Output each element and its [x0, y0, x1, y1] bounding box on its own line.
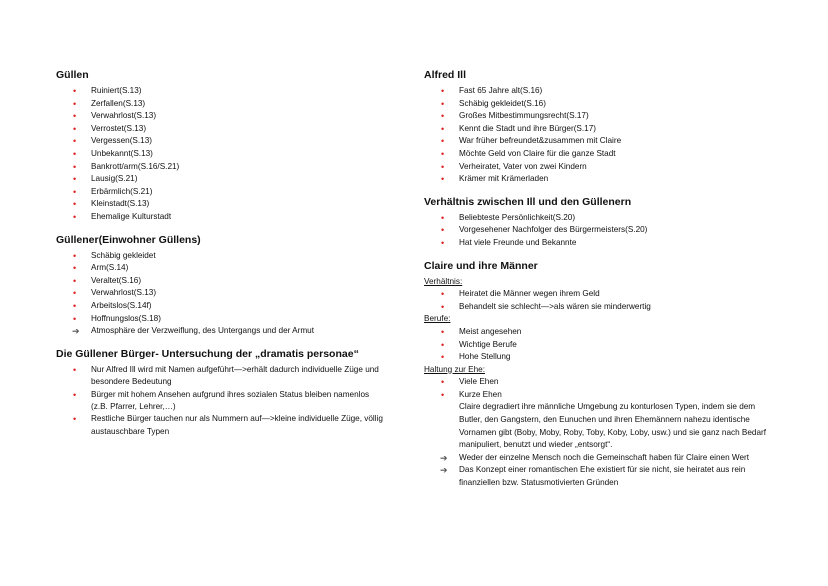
subheading-berufe: Berufe:: [424, 314, 451, 324]
heading-einwohner: Güllener(Einwohner Güllens): [56, 233, 201, 246]
bullet-icon: •: [441, 161, 445, 172]
list-item: • Verwahrlost(S.13): [73, 111, 157, 122]
list-item: • Wichtige Berufe: [441, 339, 517, 350]
list-item: • Nur Alfred Ill wird mit Namen aufgeführt—>erhält dadurch individuelle Züge und besondere Bedeutung: [73, 364, 379, 387]
claire-paragraph: Claire degradiert ihre männliche Umgebung zu konturlosen Typen, indem sie dem Butler, den Gangstern, den Eunuchen und ihren Ehemännern nahezu identische Vornamen gibt (Boby, Moby, Roby, Toby, Koby, Loby, usw.) und sie ganz nach Bedarf manipuliert, benutzt und wieder „entsorgt“.: [459, 402, 767, 450]
list-item: • Hoffnungslos(S.18): [73, 313, 161, 324]
bullet-icon: •: [441, 352, 445, 363]
bullet-icon: •: [441, 86, 445, 96]
list-item: • Vergessen(S.13): [73, 136, 152, 147]
list-item: • Kennt die Stadt und ihre Bürger(S.17): [441, 123, 596, 134]
section-alfred: [424, 69, 774, 186]
section-einwohner: [56, 234, 386, 338]
bullet-icon: •: [73, 86, 77, 96]
list-item: ➔ Weder der einzelne Mensch noch die Gemeinschaft haben für Claire einen Wert: [440, 452, 750, 463]
list-item: • Lausig(S.21): [73, 174, 138, 185]
list-item: • Beliebteste Persönlichkeit(S.20): [441, 212, 576, 223]
heading-alfred: Alfred Ill: [424, 69, 467, 81]
bullet-icon: •: [73, 263, 77, 274]
list-item: • Ruiniert(S.13): [73, 86, 142, 96]
list-item: • Fast 65 Jahre alt(S.16): [441, 86, 543, 96]
list-item: • Bankrott/arm(S.16/S.21): [73, 161, 180, 172]
bullet-icon: •: [441, 301, 445, 312]
list-item: • Schäbig gekleidet: [73, 250, 156, 261]
bullet-icon: •: [73, 364, 77, 375]
bullet-icon: •: [73, 199, 77, 210]
heading-claire: Claire und ihre Männer: [424, 259, 538, 272]
list-buerger: [56, 364, 386, 438]
arrow-right-icon: ➔: [440, 465, 448, 476]
bullet-icon: •: [441, 326, 445, 337]
bullet-icon: •: [441, 148, 445, 159]
bullet-icon: •: [441, 174, 445, 185]
list-item: • Meist angesehen: [441, 326, 522, 337]
section-buerger: [56, 348, 386, 438]
list-item: • Behandelt sie schlecht—>als wären sie minderwertig: [441, 301, 651, 312]
section-verhaeltnis: [424, 196, 774, 250]
bullet-icon: •: [441, 98, 445, 109]
bullet-icon: •: [73, 136, 77, 147]
bullet-icon: •: [73, 123, 77, 134]
bullet-icon: •: [73, 148, 77, 159]
list-item: • Ehemalige Kulturstadt: [73, 211, 172, 222]
bullet-icon: •: [73, 186, 77, 197]
list-claire-haltung: [424, 376, 774, 489]
subheading-haltung: Haltung zur Ehe:: [424, 364, 485, 374]
list-item: • Verrostet(S.13): [73, 123, 147, 134]
bullet-icon: •: [441, 136, 445, 147]
arrow-right-icon: ➔: [72, 326, 80, 337]
bullet-icon: •: [73, 174, 77, 185]
list-item: • Vorgesehener Nachfolger des Bürgermeisters(S.20): [441, 225, 648, 236]
bullet-icon: •: [441, 225, 445, 236]
list-item: • Großes Mitbestimmungsrecht(S.17): [441, 111, 589, 122]
list-item: • Möchte Geld von Claire für die ganze Stadt: [441, 148, 616, 159]
bullet-icon: •: [73, 98, 77, 109]
list-item: • Viele Ehen: [441, 377, 499, 388]
list-item: • Veraltet(S.16): [73, 275, 142, 286]
list-verhaeltnis: [424, 212, 774, 250]
list-item: ➔ Das Konzept einer romantischen Ehe existiert für sie nicht, sie heiratet aus rein finanziellen bzw. Statusmotivierten Gründen: [440, 465, 746, 488]
list-item: • Kurze Ehen Claire degradiert ihre männliche Umgebung zu konturlosen Typen, indem sie dem Butler, den Gangstern, den Eunuchen und ihren Ehemännern nahezu identische Vornamen gibt (Boby, Moby, Roby, Toby, Koby, Loby, usw.) und sie ganz nach Bedarf manipuliert, benutzt und wieder „entsorgt“.: [424, 389, 774, 452]
section-guellen: [56, 69, 386, 224]
bullet-icon: •: [441, 289, 445, 300]
bullet-icon: •: [441, 123, 445, 134]
bullet-icon: •: [73, 111, 77, 122]
list-item: • Hohe Stellung: [441, 352, 511, 363]
bullet-icon: •: [73, 250, 77, 261]
bullet-icon: •: [73, 389, 77, 400]
bullet-icon: •: [73, 275, 77, 286]
bullet-icon: •: [441, 212, 445, 223]
list-item: • Schäbig gekleidet(S.16): [441, 98, 546, 109]
list-item: • Bürger mit hohem Ansehen aufgrund ihres sozialen Status bleiben namenlos (z.B. Pfarrer, Lehrer,…): [73, 389, 370, 411]
bullet-icon: •: [441, 111, 445, 122]
heading-guellen: Güllen: [56, 69, 89, 81]
heading-buerger: Die Güllener Bürger- Untersuchung der „dramatis personae“: [56, 347, 359, 360]
bullet-icon: •: [73, 161, 77, 172]
bullet-icon: •: [441, 389, 445, 400]
section-claire: [424, 260, 774, 490]
heading-verhaeltnis: Verhältnis zwischen Ill und den Güllenern: [424, 195, 632, 208]
list-guellen: [56, 85, 386, 224]
left-column: [56, 69, 386, 448]
list-item: • Verwahrlost(S.13): [73, 288, 157, 299]
bullet-icon: •: [441, 377, 445, 388]
list-item: • Zerfallen(S.13): [73, 98, 146, 109]
list-claire-berufe: [424, 326, 774, 364]
list-einwohner: [56, 250, 386, 338]
right-column: [424, 69, 774, 500]
bullet-icon: •: [73, 288, 77, 299]
list-item: • Arbeitslos(S.14f): [73, 300, 152, 311]
list-item: • Kleinstadt(S.13): [73, 199, 150, 210]
list-item: • Krämer mit Krämerladen: [441, 174, 549, 185]
bullet-icon: •: [73, 313, 77, 324]
subheading-verhaeltnis: Verhältnis:: [424, 276, 463, 286]
bullet-icon: •: [73, 414, 77, 425]
list-item: • Erbärmlich(S.21): [73, 186, 153, 197]
arrow-right-icon: ➔: [440, 452, 448, 463]
list-item: • Arm(S.14): [73, 263, 129, 274]
list-item: • Heiratet die Männer wegen ihrem Geld: [441, 289, 600, 300]
list-item: • Restliche Bürger tauchen nur als Nummern auf—>kleine individuelle Züge, völlig austauschbare Typen: [73, 414, 383, 436]
list-item: ➔ Atmosphäre der Verzweiflung, des Untergangs und der Armut: [72, 326, 315, 337]
list-item: • War früher befreundet&zusammen mit Claire: [441, 136, 622, 147]
bullet-icon: •: [441, 339, 445, 350]
list-item: • Hat viele Freunde und Bekannte: [441, 237, 577, 248]
list-item: • Unbekannt(S.13): [73, 148, 153, 159]
bullet-icon: •: [73, 300, 77, 311]
list-item: • Verheiratet, Vater von zwei Kindern: [441, 161, 587, 172]
bullet-icon: •: [73, 211, 77, 222]
bullet-icon: •: [441, 237, 445, 248]
list-alfred: [424, 85, 774, 186]
list-claire-verhaeltnis: [424, 288, 774, 313]
